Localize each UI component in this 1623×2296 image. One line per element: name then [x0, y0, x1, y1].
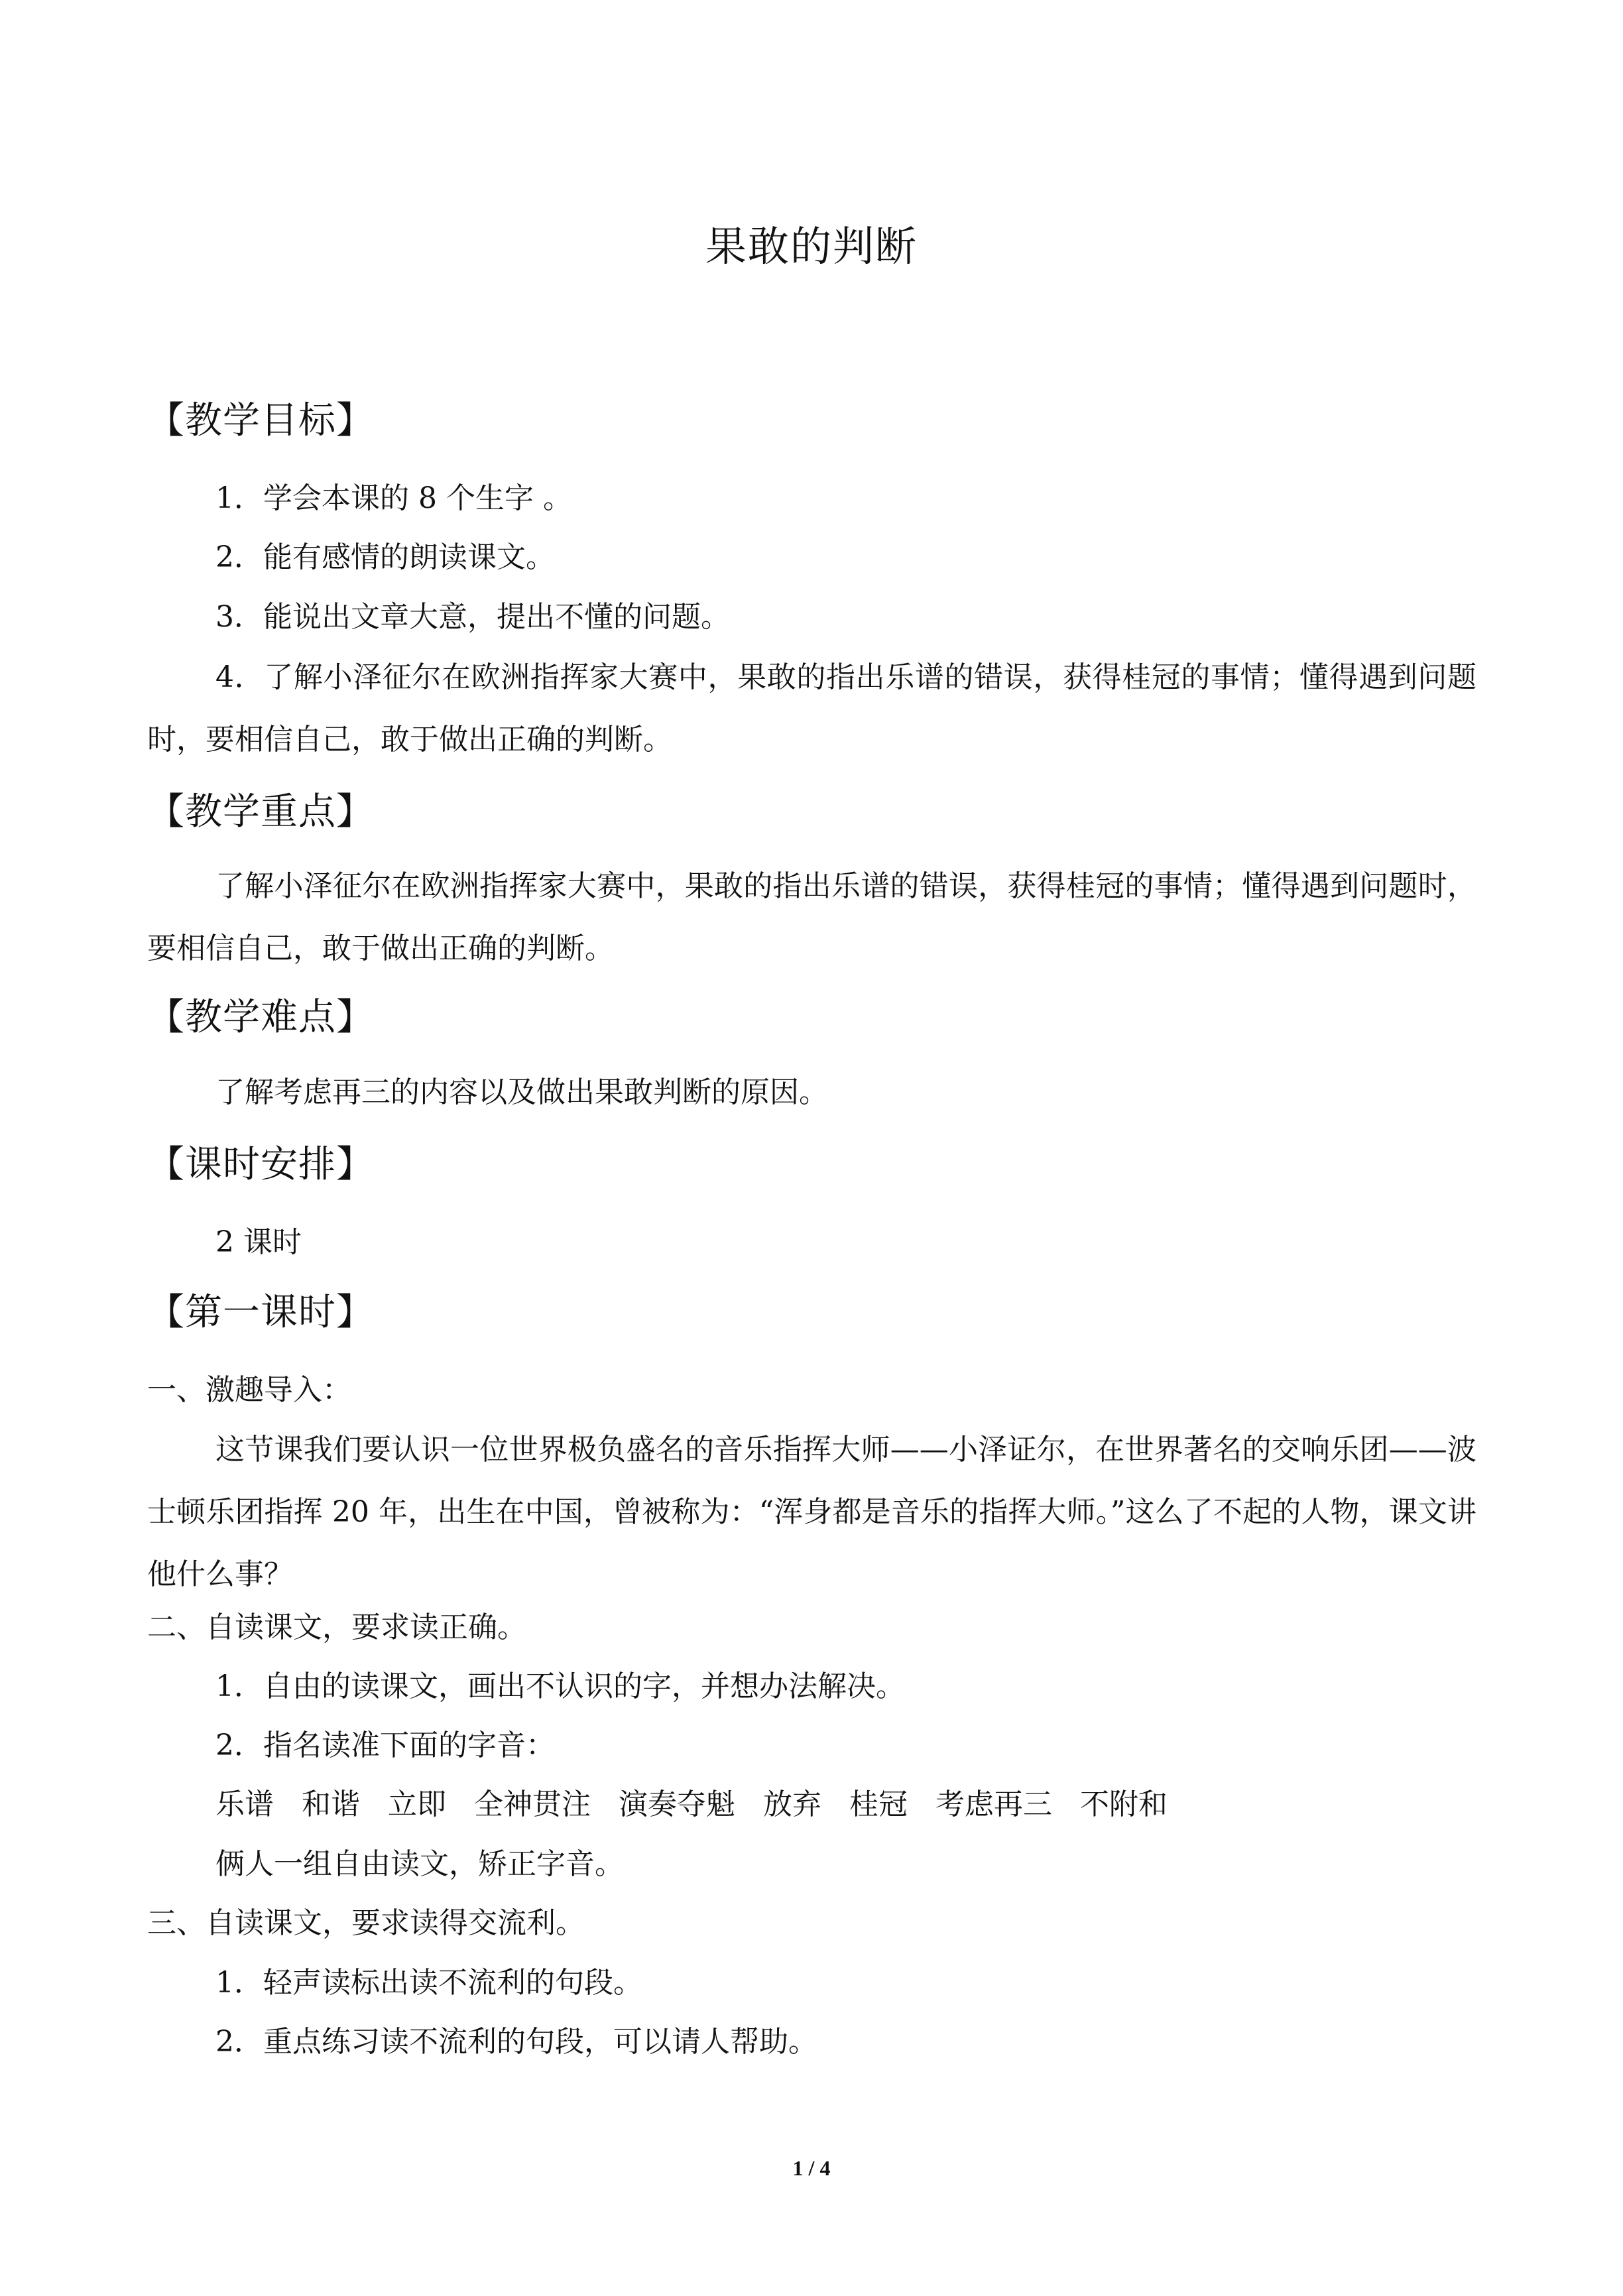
objective-item-4: 4．了解小泽征尔在欧洲指挥家大赛中，果敢的指出乐谱的错误，获得桂冠的事情；懂得遇到问题时，要相信自己，敢于做出正确的判断。: [147, 660, 1476, 756]
part3-item-2: 2．重点练习读不流利的句段，可以请人帮助。: [215, 2025, 817, 2059]
part2-item-1: 1．自由的读课文，画出不认识的字，并想办法解决。: [215, 1669, 905, 1703]
vocab-word: 立即: [388, 1787, 446, 1821]
vocab-word: 演奏夺魁: [619, 1787, 735, 1821]
page-title: 果敢的判断: [705, 222, 918, 271]
objective-item-2: 2．能有感情的朗读课文。: [215, 540, 555, 574]
vocab-word: 不附和: [1080, 1787, 1168, 1821]
vocab-word: 全神贯注: [474, 1787, 591, 1821]
lesson1-heading: 【第一课时】: [147, 1291, 374, 1334]
vocab-word: 和谐: [302, 1787, 360, 1821]
part3-item-1: 1．轻声读标出读不流利的句段。: [215, 1966, 642, 2000]
vocab-word: 考虑再三: [935, 1787, 1052, 1821]
part3-title: 三、自读课文，要求读得交流利。: [147, 1906, 585, 1940]
schedule-heading: 【课时安排】: [147, 1143, 374, 1186]
difficulties-heading: 【教学难点】: [147, 996, 374, 1039]
schedule-text: 2 课时: [215, 1225, 302, 1259]
vocabulary-row: [215, 1787, 1186, 1822]
key-points-heading: 【教学重点】: [147, 790, 374, 833]
objective-item-1: 1．学会本课的 8 个生字 。: [215, 481, 572, 515]
vocab-word: 乐谱: [215, 1787, 274, 1821]
part2-title: 二、自读课文，要求读正确。: [147, 1610, 526, 1644]
difficulties-text: 了解考虑再三的内容以及做出果敢判断的原因。: [215, 1075, 828, 1109]
key-points-text: 了解小泽征尔在欧洲指挥家大赛中，果敢的指出乐谱的错误，获得桂冠的事情；懂得遇到问题时，要相信自己，敢于做出正确的判断。: [147, 869, 1476, 965]
vocab-word: 桂冠: [849, 1787, 908, 1821]
part1-text: 这节课我们要认识一位世界极负盛名的音乐指挥大师——小泽证尔，在世界著名的交响乐团——波士顿乐团指挥 20 年，出生在中国，曾被称为：“浑身都是音乐的指挥大师。”这么了不起的人物，课文讲他什么事？: [147, 1433, 1476, 1591]
objective-item-3: 3．能说出文章大意，提出不懂的问题。: [215, 600, 730, 634]
page-number: 1 / 4: [792, 2156, 831, 2180]
vocab-word: 放弃: [763, 1787, 821, 1821]
pair-reading-text: 俩人一组自由读文，矫正字音。: [215, 1847, 624, 1881]
part1-title: 一、激趣导入：: [147, 1373, 351, 1407]
objectives-heading: 【教学目标】: [147, 399, 374, 442]
part2-item-2: 2．指名读准下面的字音：: [215, 1728, 555, 1762]
